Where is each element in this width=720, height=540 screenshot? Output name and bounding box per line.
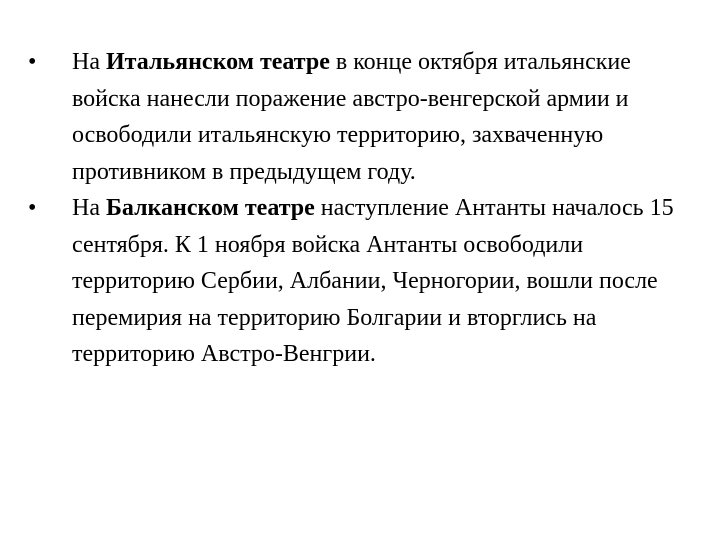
- bullet-item-balkan-front: [28, 190, 700, 373]
- bullet-text: в конце октября итальянские войска нанесли поражение австро-венгерской армии и освободили итальянскую территорию, захваченную противником в предыдущем году.: [72, 49, 631, 185]
- bullet-heading: Итальянском театре: [105, 49, 330, 75]
- bullet-marker: •: [28, 195, 37, 221]
- bullet-prefix: На: [72, 195, 106, 221]
- bullet-item-italian-front: [28, 44, 700, 190]
- bullet-prefix: На: [72, 49, 106, 75]
- bullet-marker: •: [28, 49, 37, 75]
- bullet-heading: Балканском театре: [105, 195, 315, 221]
- bullet-list: [28, 44, 700, 373]
- bullet-text: наступление Антанты началось 15 сентября. К 1 ноября войска Антанты освободили территорию Сербии, Албании, Черногории, вошли после перемирия на территорию Болгарии и вторглись на территорию Австро-Венгрии.: [72, 195, 674, 367]
